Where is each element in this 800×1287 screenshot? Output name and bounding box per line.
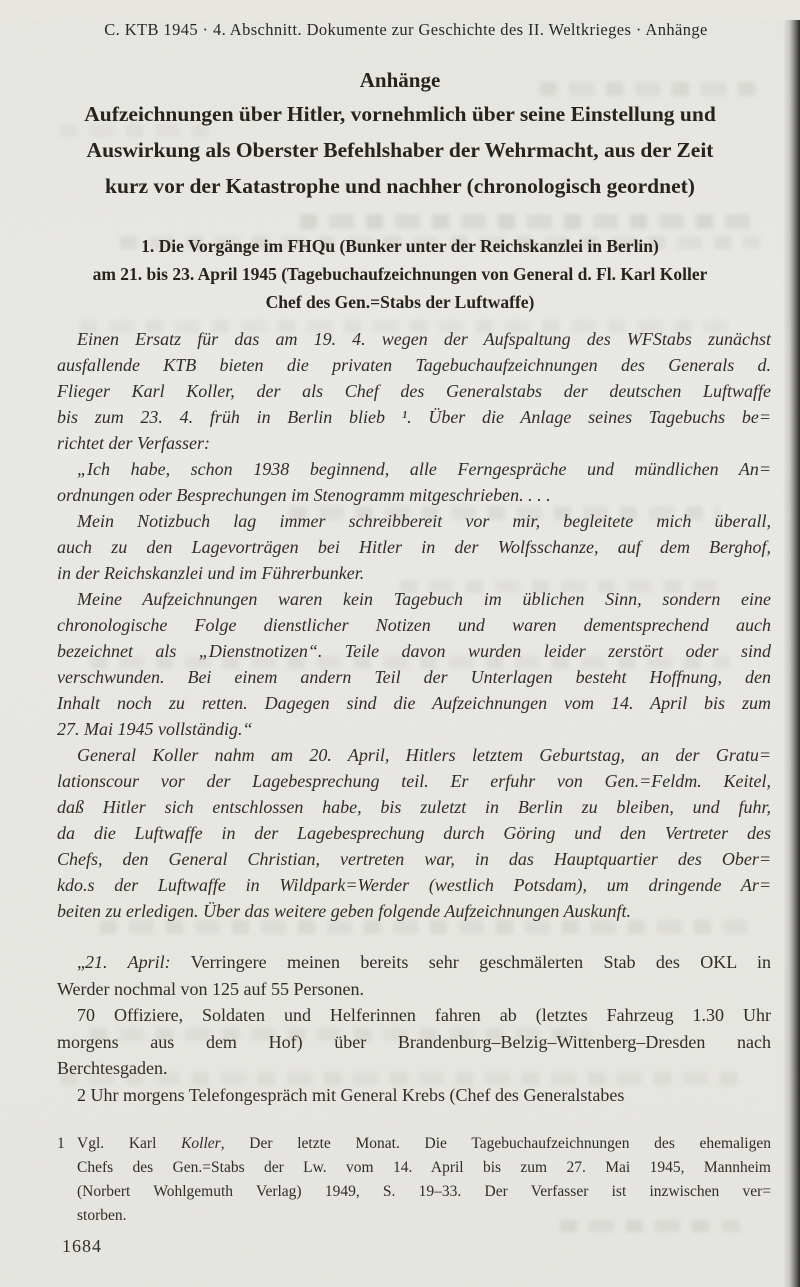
title-block [0, 66, 800, 204]
body-paragraph [57, 949, 771, 1002]
text-line: 1. Die Vorgänge im FHQu (Bunker unter der Reichskanzlei in Berlin) [141, 236, 659, 256]
text-line: Flieger Karl Koller, der als Chef des Generalstabs der deutschen Luftwaffe [57, 381, 771, 401]
text-line: am 21. bis 23. April 1945 (Tagebuchaufzeichnungen von General d. Fl. Karl Koller [92, 264, 708, 284]
body-text [57, 326, 771, 1108]
text-line: in der Reichskanzlei und im Führerbunker. [57, 563, 365, 583]
text-line: Chefs, den General Christian, vertreten war, in das Hauptquartier des Ober= [57, 849, 771, 869]
text-line: General Koller nahm am 20. April, Hitlers letztem Geburtstag, an der Gratu= [77, 745, 771, 765]
body-paragraph [57, 586, 771, 742]
text-line: morgens aus dem Hof) über Brandenburg–Belzig–Wittenberg–Dresden nach [57, 1031, 771, 1052]
body-paragraph [57, 1002, 771, 1082]
text-line: „Ich habe, schon 1938 beginnend, alle Ferngespräche und mündlichen An= [77, 459, 771, 479]
text-line: Meine Aufzeichnungen waren kein Tagebuch im üblichen Sinn, sondern eine [77, 589, 771, 609]
body-paragraph [57, 326, 771, 456]
section-heading [0, 232, 800, 316]
body-paragraph [57, 1082, 771, 1109]
title-kicker: Anhänge [359, 68, 441, 92]
text-line: beiten zu erledigen. Über das weitere geben folgende Aufzeichnungen Auskunft. [57, 901, 632, 921]
text-line: bezeichnet als „Dienstnotizen“. Teile davon wurden leider zerstört oder sind [57, 641, 771, 661]
text-line: bis zum 23. 4. früh in Berlin blieb ¹. Über die Anlage seines Tagebuchs be= [57, 407, 771, 427]
text-line: Einen Ersatz für das am 19. 4. wegen der Aufspaltung des WFStabs zunächst [77, 329, 771, 349]
text-line: chronologische Folge dienstlicher Notizen und waren dementsprechend auch [57, 615, 771, 635]
text-line: auch zu den Lagevorträgen bei Hitler in der Wolfsschanze, auf dem Berghof, [57, 537, 771, 557]
body-paragraph [57, 508, 771, 586]
book-page [0, 20, 800, 1287]
text-line: da die Luftwaffe in der Lagebesprechung durch Göring und den Vertreter des [57, 823, 771, 843]
text-line: daß Hitler sich entschlossen habe, bis zuletzt in Berlin zu bleiben, und fuhr, [57, 797, 771, 817]
text-line: 70 Offiziere, Soldaten und Helferinnen fahren ab (letztes Fahrzeug 1.30 Uhr [77, 1005, 771, 1025]
text-run: , Der letzte Monat. Die Tagebuchaufzeichnungen des ehemaligen [220, 1135, 771, 1152]
text-line: (Norbert Wohlgemuth Verlag) 1949, S. 19–33. Der Verfasser ist inzwischen ver= [77, 1183, 771, 1200]
text-line: Berchtesgaden. [57, 1058, 168, 1078]
text-line: Mein Notizbuch lag immer schreibbereit vor mir, begleitete mich überall, [77, 511, 771, 531]
text-line: kurz vor der Katastrophe und nachher (chronologisch geordnet) [105, 174, 695, 198]
text-line: Werder nochmal von 125 auf 55 Personen. [57, 978, 364, 999]
body-paragraph [57, 456, 771, 508]
body-paragraph [57, 742, 771, 924]
text-line: ordnungen oder Besprechungen im Stenogramm mitgeschrieben. . . . [57, 485, 551, 505]
text-line: verschwunden. Bei einem andern Teil der Unterlagen besteht Hoffnung, den [57, 667, 771, 687]
text-line: Aufzeichnungen über Hitler, vornehmlich über seine Einstellung und [84, 102, 716, 126]
doc-title-lines [0, 96, 800, 204]
text-line: storben. [77, 1207, 127, 1224]
page-number: 1684 [62, 1236, 102, 1256]
text-line: kdo.s der Luftwaffe in Wildpark=Werder (westlich Potsdam), um dringende Ar= [57, 875, 771, 895]
text-run: Verringere meinen bereits sehr geschmälerten Stab des OKL in [170, 952, 771, 972]
text-line: Auswirkung als Oberster Befehlshaber der Wehrmacht, aus der Zeit [86, 138, 714, 162]
text-line [77, 1132, 771, 1156]
emphasized-text: Koller [181, 1135, 221, 1152]
running-header: C. KTB 1945 · 4. Abschnitt. Dokumente zur Geschichte des II. Weltkrieges · Anhänge [104, 20, 708, 39]
text-line: Chefs des Gen.=Stabs der Lw. vom 14. April bis zum 27. Mai 1945, Mannheim [77, 1159, 771, 1176]
emphasized-text: 21. April: [85, 952, 171, 972]
text-run: Vgl. Karl [77, 1135, 182, 1152]
text-line: 27. Mai 1945 vollständig.“ [57, 719, 253, 739]
text-run: „ [77, 952, 85, 972]
text-line [57, 949, 771, 976]
footnote-marker: 1 [57, 1135, 65, 1152]
text-line: ausfallende KTB bieten die privaten Tagebuchaufzeichnungen des Generals d. [57, 355, 771, 375]
text-line: Chef des Gen.=Stabs der Luftwaffe) [265, 292, 535, 312]
text-line: Inhalt noch zu retten. Dagegen sind die Aufzeichnungen vom 14. April bis zum [57, 693, 771, 713]
text-line: 2 Uhr morgens Telefongespräch mit General Krebs (Chef des Generalstabes [77, 1084, 625, 1105]
text-line: richtet der Verfasser: [57, 433, 210, 453]
footnote [57, 1132, 771, 1228]
text-line: lationscour vor der Lagebesprechung teil. Er erfuhr von Gen.=Feldm. Keitel, [57, 771, 771, 791]
footnote-lines [77, 1132, 771, 1228]
